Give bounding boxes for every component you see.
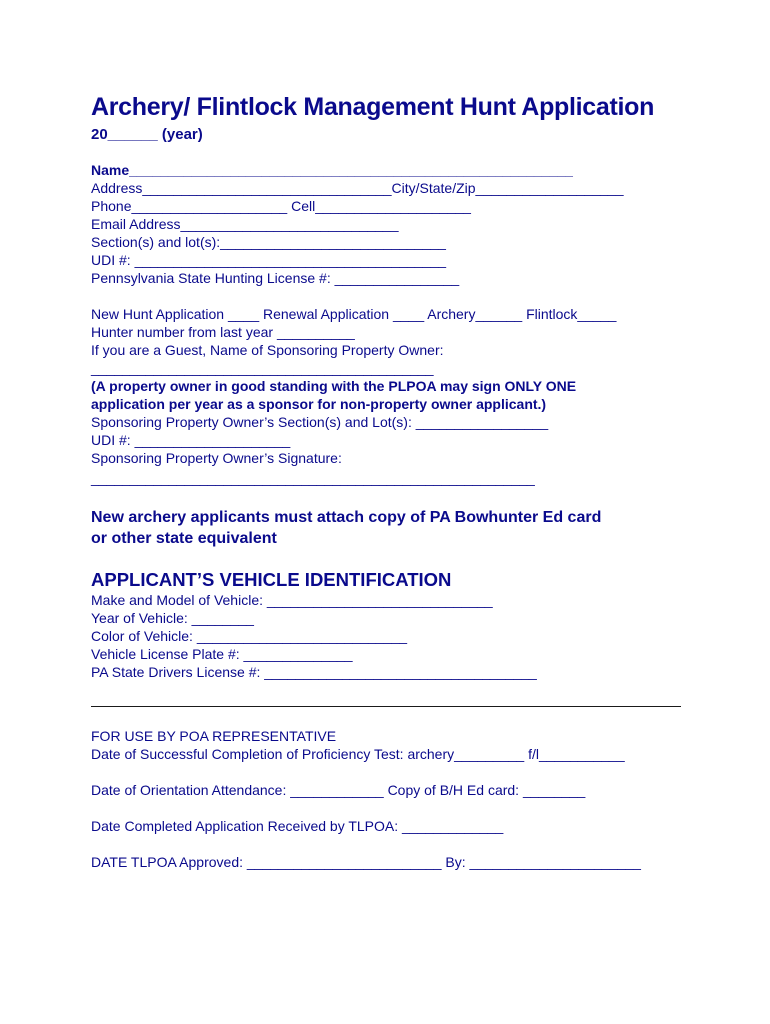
section-divider <box>91 706 681 707</box>
udi-field[interactable]: UDI #: ________________________________________ <box>91 252 447 268</box>
year-field[interactable]: 20______ (year) <box>91 126 203 143</box>
vehicle-color-field[interactable]: Color of Vehicle: ___________________________ <box>91 628 408 644</box>
guest-sponsor-blank[interactable]: ____________________________________________ <box>91 360 434 376</box>
sponsor-notice-line-2: application per year as a sponsor for non-property owner applicant.) <box>91 396 547 412</box>
approval-field[interactable]: DATE TLPOA Approved: _________________________ By: ______________________ <box>91 854 641 870</box>
phone-field[interactable]: Phone____________________ Cell____________________ <box>91 198 471 214</box>
name-field[interactable]: Name_________________________________________________________ <box>91 162 573 178</box>
vehicle-section <box>91 591 691 681</box>
application-type-section <box>91 305 691 489</box>
guest-sponsor-label: If you are a Guest, Name of Sponsoring Property Owner: <box>91 342 444 358</box>
bowhunter-notice-line-2: or other state equivalent <box>91 530 277 547</box>
email-field[interactable]: Email Address____________________________ <box>91 216 399 232</box>
hunting-license-field[interactable]: Pennsylvania State Hunting License #: ________________ <box>91 270 460 286</box>
applicant-info-section <box>91 161 691 287</box>
vehicle-heading: APPLICANT’S VEHICLE IDENTIFICATION <box>91 569 452 590</box>
sections-lots-field[interactable]: Section(s) and lot(s):_____________________________ <box>91 234 446 250</box>
sponsor-signature-blank[interactable]: _________________________________________________________ <box>91 470 535 486</box>
vehicle-year-field[interactable]: Year of Vehicle: ________ <box>91 610 254 626</box>
bowhunter-notice <box>91 507 691 549</box>
license-plate-field[interactable]: Vehicle License Plate #: ______________ <box>91 646 353 662</box>
form-title: Archery/ Flintlock Management Hunt Application <box>91 93 655 121</box>
sponsor-sections-field[interactable]: Sponsoring Property Owner’s Section(s) and Lot(s): _________________ <box>91 414 549 430</box>
application-form <box>91 92 691 681</box>
make-model-field[interactable]: Make and Model of Vehicle: _____________________________ <box>91 592 493 608</box>
application-received-field[interactable]: Date Completed Application Received by TLPOA: _____________ <box>91 818 504 834</box>
poa-heading: FOR USE BY POA REPRESENTATIVE <box>91 728 337 744</box>
bowhunter-notice-line-1: New archery applicants must attach copy of PA Bowhunter Ed card <box>91 509 602 526</box>
poa-section <box>91 727 691 871</box>
sponsor-signature-label: Sponsoring Property Owner’s Signature: <box>91 450 342 466</box>
orientation-field[interactable]: Date of Orientation Attendance: ____________ Copy of B/H Ed card: ________ <box>91 782 586 798</box>
hunter-number-field[interactable]: Hunter number from last year __________ <box>91 324 355 340</box>
drivers-license-field[interactable]: PA State Drivers License #: ___________________________________ <box>91 664 537 680</box>
sponsor-udi-field[interactable]: UDI #: ____________________ <box>91 432 291 448</box>
address-field[interactable]: Address________________________________City/State/Zip___________________ <box>91 180 624 196</box>
application-type-field[interactable]: New Hunt Application ____ Renewal Application ____ Archery______ Flintlock_____ <box>91 306 617 322</box>
sponsor-notice-line-1: (A property owner in good standing with the PLPOA may sign ONLY ONE <box>91 378 577 394</box>
proficiency-test-field[interactable]: Date of Successful Completion of Proficiency Test: archery_________ f/l___________ <box>91 746 625 762</box>
